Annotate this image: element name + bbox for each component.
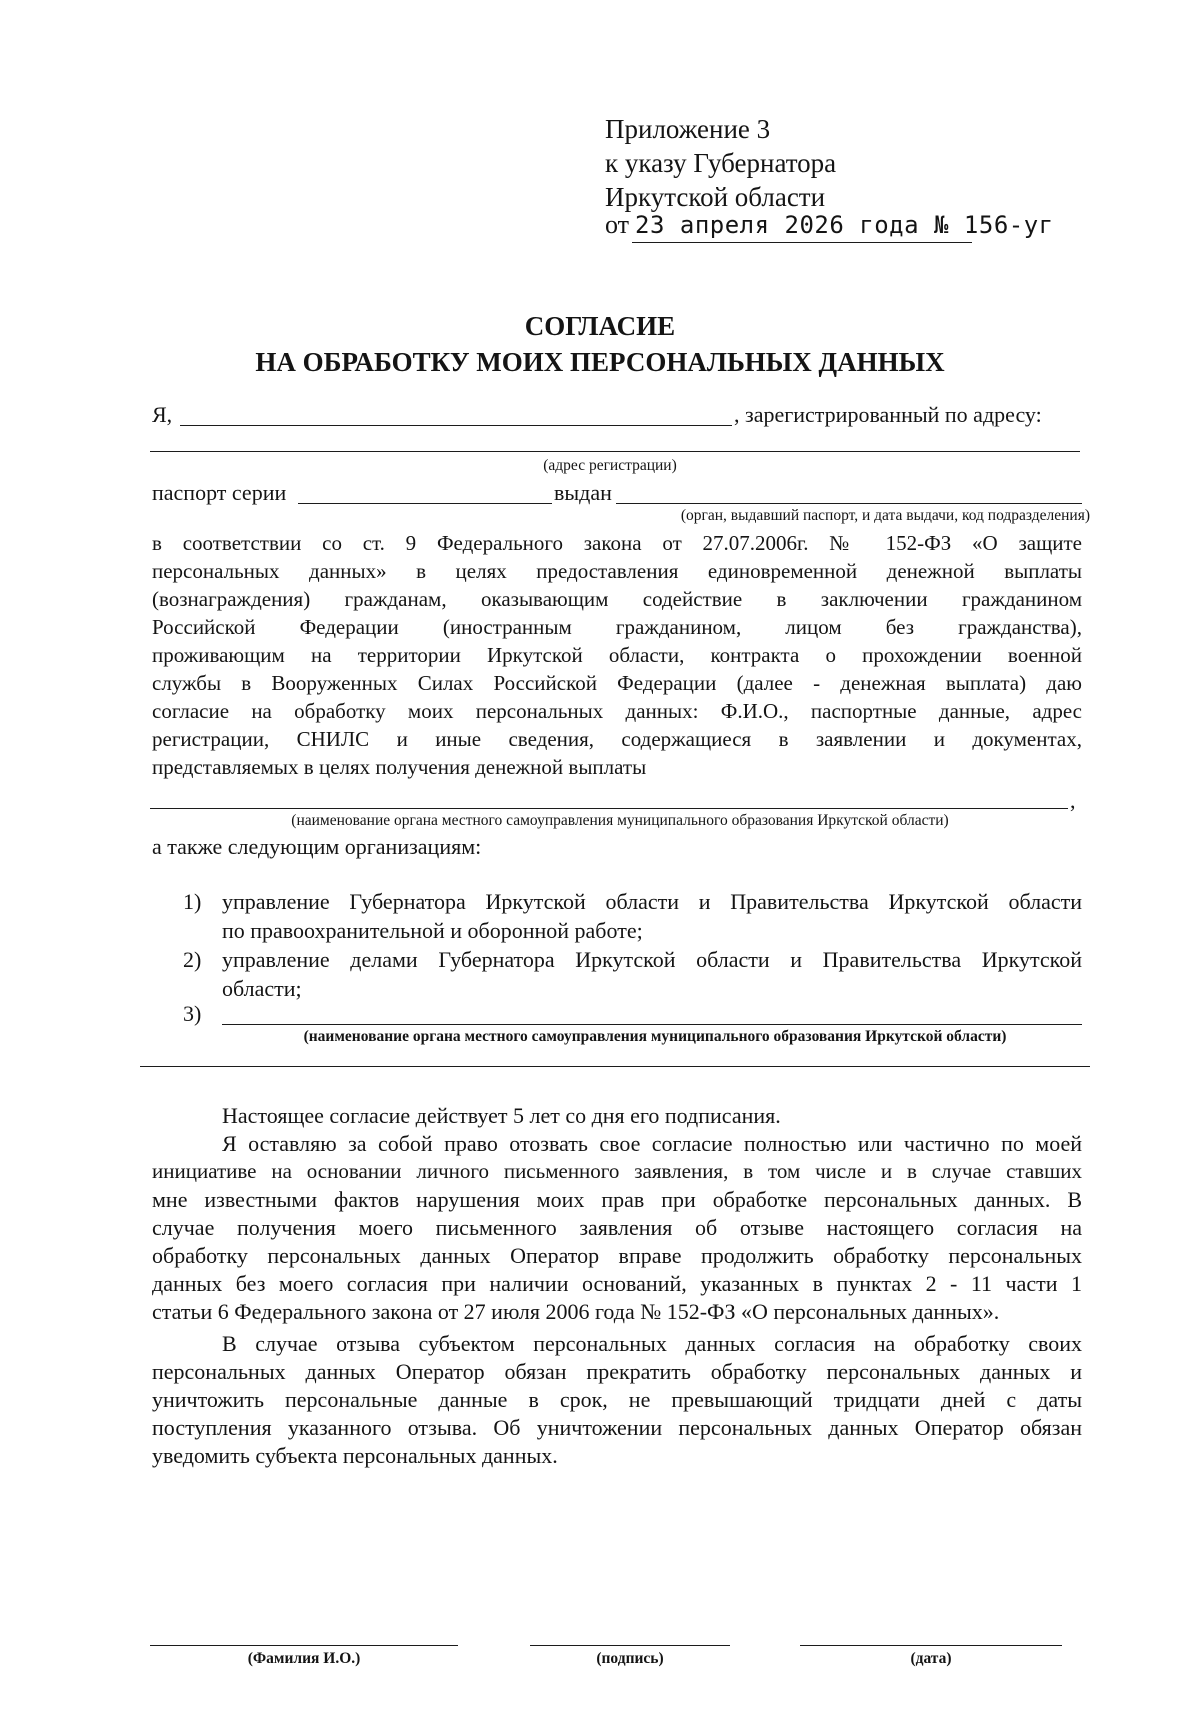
comma: , <box>1070 788 1076 813</box>
local-authority-field[interactable] <box>150 808 1068 809</box>
third-organization-caption: (наименование органа местного самоуправления муниципального образования Иркутской области) <box>303 1028 1007 1045</box>
i-label: Я, <box>152 402 173 427</box>
paragraph-line: службы в Вооруженных Силах Российской Федерации (далее - денежная выплата) даю <box>152 671 1082 695</box>
title-line-1: СОГЛАСИЕ <box>524 311 676 341</box>
issued-label: выдан <box>554 480 612 505</box>
decree-date <box>605 208 1054 242</box>
title-line-2: НА ОБРАБОТКУ МОИХ ПЕРСОНАЛЬНЫХ ДАННЫХ <box>255 347 945 377</box>
appendix-number: Приложение 3 <box>605 114 771 144</box>
paragraph-line: проживающим на территории Иркутской области, контракта о прохождении военной <box>152 643 1082 667</box>
withdraw-line: обработку персональных данных Оператор вправе продолжить обработку персональных <box>152 1243 1082 1268</box>
withdraw-line: мне известными фактов нарушения моих прав при обработке персональных данных. В <box>152 1187 1082 1212</box>
list-number: 3) <box>183 1001 202 1026</box>
revoke-line: персональных данных Оператор обязан прекратить обработку персональных данных и <box>152 1359 1082 1384</box>
full-name-caption: (Фамилия И.О.) <box>247 1650 361 1667</box>
paragraph-line: согласие на обработку моих персональных данных: Ф.И.О., паспортные данные, адрес <box>152 699 1082 723</box>
paragraph-line: персональных данных» в целях предоставления единовременной денежной выплаты <box>152 559 1082 583</box>
full-name-signature-field[interactable] <box>150 1645 458 1646</box>
paragraph-line: представляемых в целях получения денежной выплаты <box>152 755 647 779</box>
passport-series-field[interactable] <box>298 503 552 504</box>
withdraw-line: случае получения моего письменного заявления об отзыве настоящего согласия на <box>152 1215 1082 1240</box>
date-value: 23 апреля 2026 года № 156-уг <box>635 211 1054 239</box>
date-field[interactable] <box>800 1645 1062 1646</box>
document-title <box>0 308 1200 380</box>
also-organizations-label: а также следующим организациям: <box>152 834 482 859</box>
withdraw-line: инициативе на основании личного письменного заявления, в том числе и в случае ставших <box>152 1159 1082 1183</box>
withdraw-line: Я оставляю за собой право отозвать свое согласие полностью или частично по моей <box>222 1131 1082 1156</box>
paragraph-line: регистрации, СНИЛС и иные сведения, содержащиеся в заявлении и документах, <box>152 727 1082 751</box>
withdraw-line: данных без моего согласия при наличии оснований, указанных в пунктах 2 - 11 части 1 <box>152 1271 1082 1296</box>
date-underline <box>632 242 972 243</box>
date-caption: (дата) <box>910 1650 952 1667</box>
issued-by-field[interactable] <box>616 503 1082 504</box>
issued-caption: (орган, выдавший паспорт, и дата выдачи, код подразделения) <box>680 507 1090 524</box>
address-field[interactable] <box>150 451 1080 452</box>
section-divider <box>140 1066 1090 1067</box>
validity-statement: Настоящее согласие действует 5 лет со дня его подписания. <box>222 1103 781 1128</box>
signature-field[interactable] <box>530 1645 730 1646</box>
registered-label: , зарегистрированный по адресу: <box>734 402 1042 427</box>
list-item-continuation: области; <box>222 976 302 1001</box>
list-item-continuation: по правоохранительной и оборонной работе; <box>222 918 643 943</box>
third-organization-field[interactable] <box>222 1024 1082 1025</box>
signature-caption: (подпись) <box>596 1650 664 1667</box>
paragraph-line: (вознаграждения) гражданам, оказывающим содействие в заключении гражданином <box>152 587 1082 611</box>
withdraw-line: статьи 6 Федерального закона от 27 июля 2006 года № 152-ФЗ «О персональных данных». <box>152 1299 1000 1324</box>
list-item: управление Губернатора Иркутской области и Правительства Иркутской области <box>222 889 1082 914</box>
revoke-line: уведомить субъекта персональных данных. <box>152 1443 558 1468</box>
local-authority-caption: (наименование органа местного самоуправления муниципального образования Иркутской области) <box>291 812 949 829</box>
list-number: 1) <box>183 889 202 914</box>
date-prefix: от <box>605 210 630 239</box>
passport-series-label: паспорт серии <box>152 480 287 505</box>
decree-line-2: Иркутской области <box>605 182 826 212</box>
revoke-line: уничтожить персональные данные в срок, не превышающий тридцати дней с даты <box>152 1387 1082 1412</box>
revoke-line: В случае отзыва субъектом персональных данных согласия на обработку своих <box>222 1331 1082 1356</box>
list-number: 2) <box>183 947 202 972</box>
paragraph-line: Российской Федерации (иностранным гражданином, лицом без гражданства), <box>152 615 1082 639</box>
decree-line-1: к указу Губернатора <box>605 148 837 178</box>
revoke-line: поступления указанного отзыва. Об уничтожении персональных данных Оператор обязан <box>152 1415 1082 1440</box>
address-caption: (адрес регистрации) <box>543 457 677 474</box>
list-item: управление делами Губернатора Иркутской области и Правительства Иркутской <box>222 947 1082 972</box>
paragraph-line: в соответствии со ст. 9 Федерального закона от 27.07.2006г. № 152-ФЗ «О защите <box>152 531 1082 555</box>
full-name-field[interactable] <box>180 425 732 426</box>
appendix-block <box>605 112 836 214</box>
